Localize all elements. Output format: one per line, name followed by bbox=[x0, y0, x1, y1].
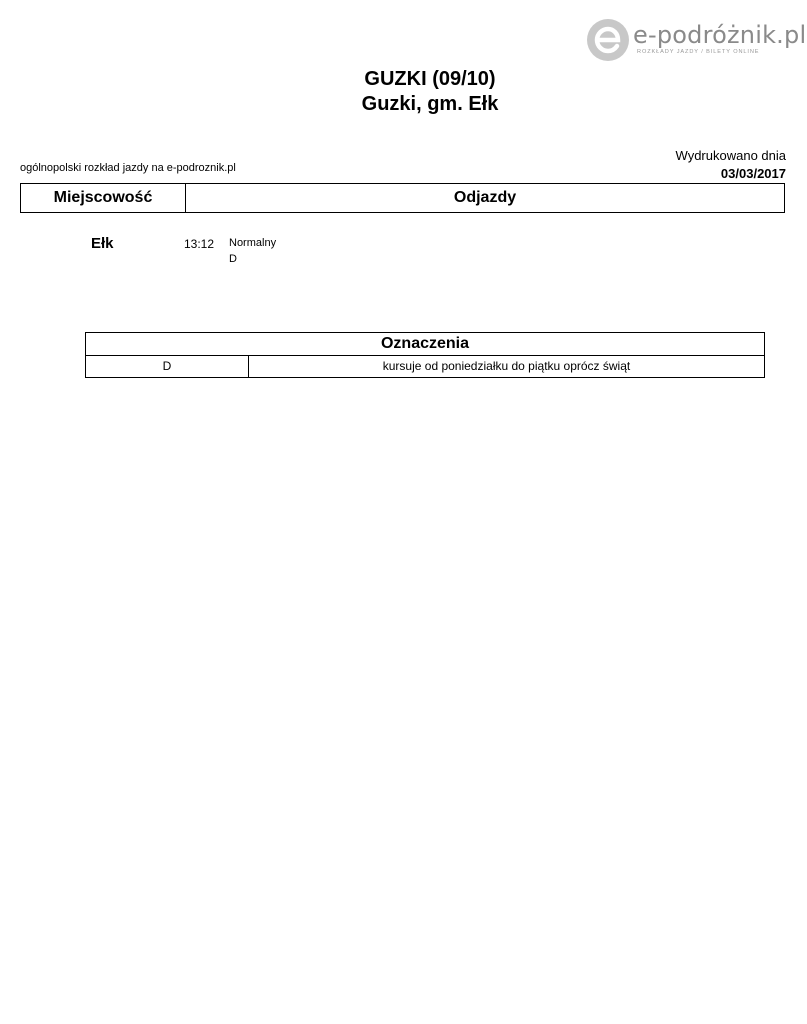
e-podroznik-logo bbox=[587, 18, 807, 64]
stop-subtitle: Guzki, gm. Ełk bbox=[361, 93, 499, 115]
legend-title: Oznaczenia bbox=[86, 333, 764, 356]
column-header-departures: Odjazdy bbox=[453, 189, 517, 206]
departure-time: 13:12 bbox=[184, 237, 215, 251]
logo-tagline: ROZKŁADY JAZDY / BILETY ONLINE bbox=[637, 49, 760, 55]
legend-row bbox=[86, 356, 764, 377]
logo-brand-text: e-podróżnik.pl bbox=[633, 21, 807, 49]
printed-label: Wydrukowano dnia bbox=[675, 148, 786, 163]
e-letter-circle-icon bbox=[587, 19, 629, 61]
departures-table-header bbox=[20, 183, 785, 213]
printed-date: 03/03/2017 bbox=[720, 166, 786, 181]
departure-code: D bbox=[229, 253, 237, 265]
departure-type: Normalny bbox=[229, 237, 277, 249]
stop-title: GUZKI (09/10) bbox=[364, 68, 496, 90]
column-header-place: Miejscowość bbox=[21, 184, 186, 212]
legend-table bbox=[85, 332, 765, 378]
destination-place: Ełk bbox=[91, 235, 114, 252]
legend-description: kursuje od poniedziałku do piątku oprócz świąt bbox=[382, 359, 631, 373]
source-note: ogólnopolski rozkład jazdy na e-podroznik.pl bbox=[20, 162, 236, 174]
legend-code: D bbox=[86, 356, 249, 377]
